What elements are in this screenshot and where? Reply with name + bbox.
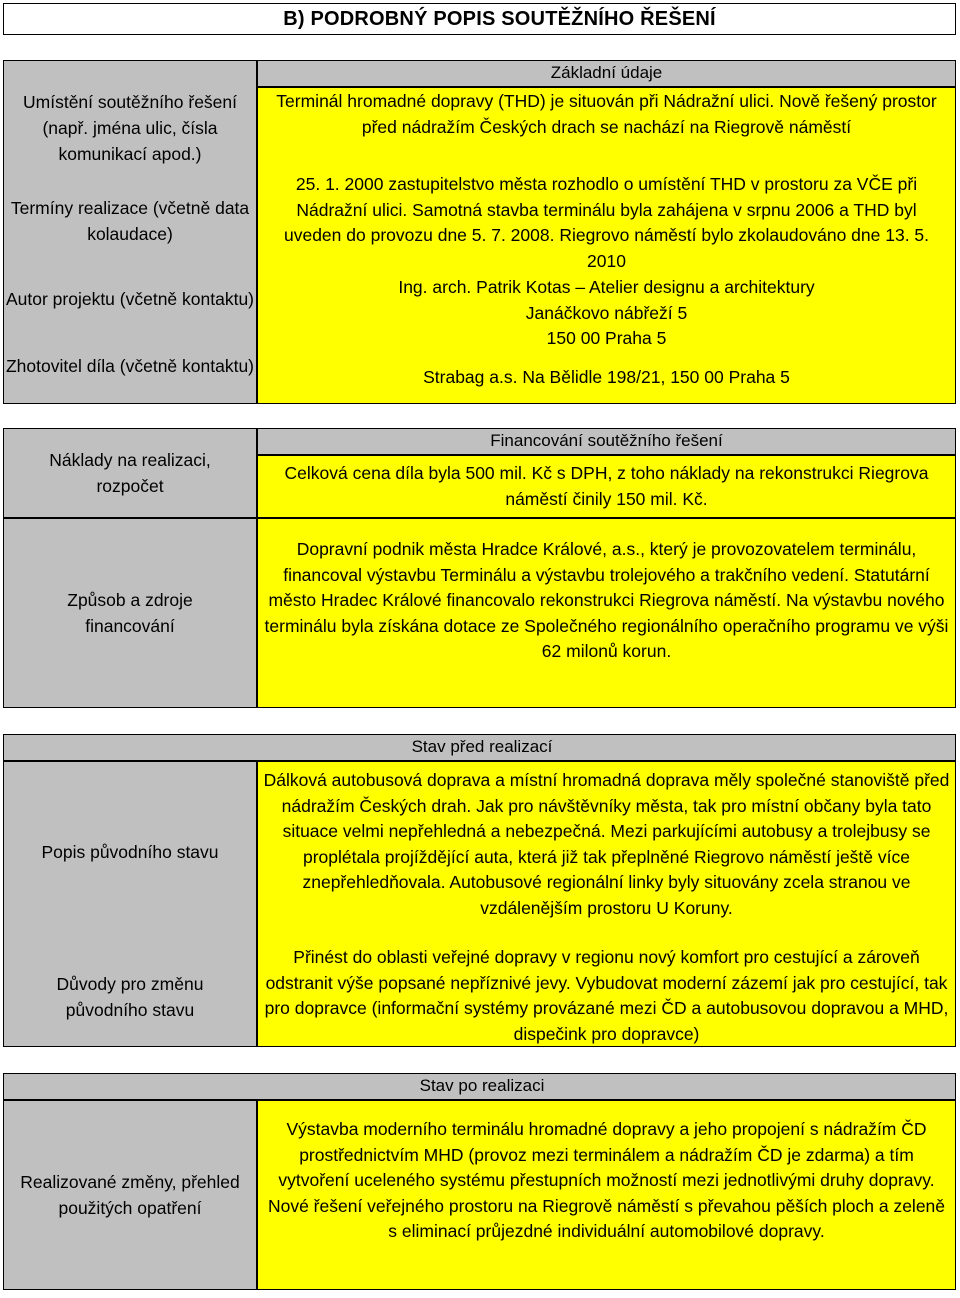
value-costs: Celková cena díla byla 500 mil. Kč s DPH, z toho náklady na rekonstrukci Riegrova náměstí činily 150 mil. Kč. <box>284 463 929 509</box>
value-contractor: Strabag a.s. Na Bělidle 198/21, 150 00 Praha 5 <box>423 367 790 387</box>
label-author: Autor projektu (včetně kontaktu) <box>5 289 255 309</box>
label-location: Umístění soutěžního řešení (např. jména ulic, čísla komunikací apod.) <box>23 92 237 164</box>
section1-labels <box>3 60 257 404</box>
page-title: B) PODROBNÝ POPIS SOUTĚŽNÍHO ŘEŠENÍ <box>3 3 956 35</box>
value-reasons: Přinést do oblasti veřejné dopravy v regionu nový komfort pro cestující a zároveň odstranit výše popsané nepříznivé jevy. Vybudovat moderní zázemí jak pro cestující, tak pro dopravce (informační systémy provázané mezi ČD a autobusovou dopravou a MHD, dispečink pro dopravce) <box>264 947 949 1044</box>
section-header-financing: Financování soutěžního řešení <box>257 428 956 455</box>
section-header-after <box>3 1073 956 1100</box>
value-author-line1: Ing. arch. Patrik Kotas – Atelier designu a architektury <box>398 277 815 297</box>
section1-values <box>257 87 956 404</box>
value-original: Dálková autobusová doprava a místní hromadná doprava měly společné stanoviště před nádražím Českých drah. Jak pro návštěvníky města, tak pro místní občany byla tato situace velmi nepřehledná a nebezpečná. Mezi parkujícími autobusy a trolejbusy se proplétala projíždějící auta, která již tak přeplněné Riegrovo náměstí ještě více znepřehledňovala. Autobusové regionální linky byly situovány zcela stranou ve vzdálenějším prostoru U Koruny. <box>263 770 950 918</box>
value-dates: 25. 1. 2000 zastupitelstvo města rozhodlo o umístění THD v prostoru za VČE při Nádražní ulici. Samotná stavba terminálu byla zahájena v srpnu 2006 a THD byl uveden do provozu dne 5. 7. 2008. Riegrovo náměstí bylo zkolaudováno dne 13. 5. 2010 <box>283 174 930 271</box>
label-changes: Realizované změny, přehled použitých opatření <box>20 1172 240 1218</box>
value-author-line2: Janáčkovo nábřeží 5 <box>525 303 688 323</box>
label-dates: Termíny realizace (včetně data kolaudace) <box>10 198 250 244</box>
label-costs: Náklady na realizaci, rozpočet <box>49 450 211 496</box>
section-header-before-text: Stav před realizací <box>411 737 553 756</box>
label-costs-cell <box>3 428 257 518</box>
value-changes: Výstavba moderního terminálu hromadné dopravy a jeho propojení s nádražím ČD prostřednictvím MHD (provoz mezi terminálem a nádražím ČD je zdarma) a tím vytvoření uceleného systému přestupních možností mezi jednotlivými druhy dopravy. Nové řešení veřejného prostoru na Riegrově náměstí s převahou pěších ploch a zeleně s eliminací průjezdné individuální automobilové dopravy. <box>267 1119 946 1241</box>
value-author-line3: 150 00 Praha 5 <box>546 328 667 348</box>
value-changes-cell <box>257 1100 956 1290</box>
section-header-basic-info: Základní údaje <box>257 60 956 87</box>
label-original: Popis původního stavu <box>41 842 219 862</box>
section-header-before <box>3 734 956 761</box>
label-funding: Způsob a zdroje financování <box>67 590 193 636</box>
label-changes-cell <box>3 1100 257 1290</box>
value-location: Terminál hromadné dopravy (THD) je situován při Nádražní ulici. Nově řešený prostor před nádražím Českých drach se nachází na Riegrově náměstí <box>276 91 937 137</box>
value-costs-cell <box>257 455 956 518</box>
section3-values <box>257 761 956 1047</box>
section-header-after-text: Stav po realizaci <box>419 1076 545 1095</box>
label-reasons: Důvody pro změnu původního stavu <box>56 974 204 1020</box>
section3-labels <box>3 761 257 1047</box>
value-funding: Dopravní podnik města Hradce Králové, a.s., který je provozovatelem terminálu, financoval výstavbu Terminálu a výstavbu trolejového a trakčního vedení. Statutární město Hradec Králové financovalo rekonstrukci Riegrova náměstí. Na výstavbu nového terminálu byla získána dotace ze Společného regionálního operačního programu ve výši 62 milonů korun. <box>264 539 949 661</box>
label-contractor: Zhotovitel díla (včetně kontaktu) <box>5 356 255 376</box>
value-funding-cell <box>257 518 956 708</box>
label-funding-cell <box>3 518 257 708</box>
